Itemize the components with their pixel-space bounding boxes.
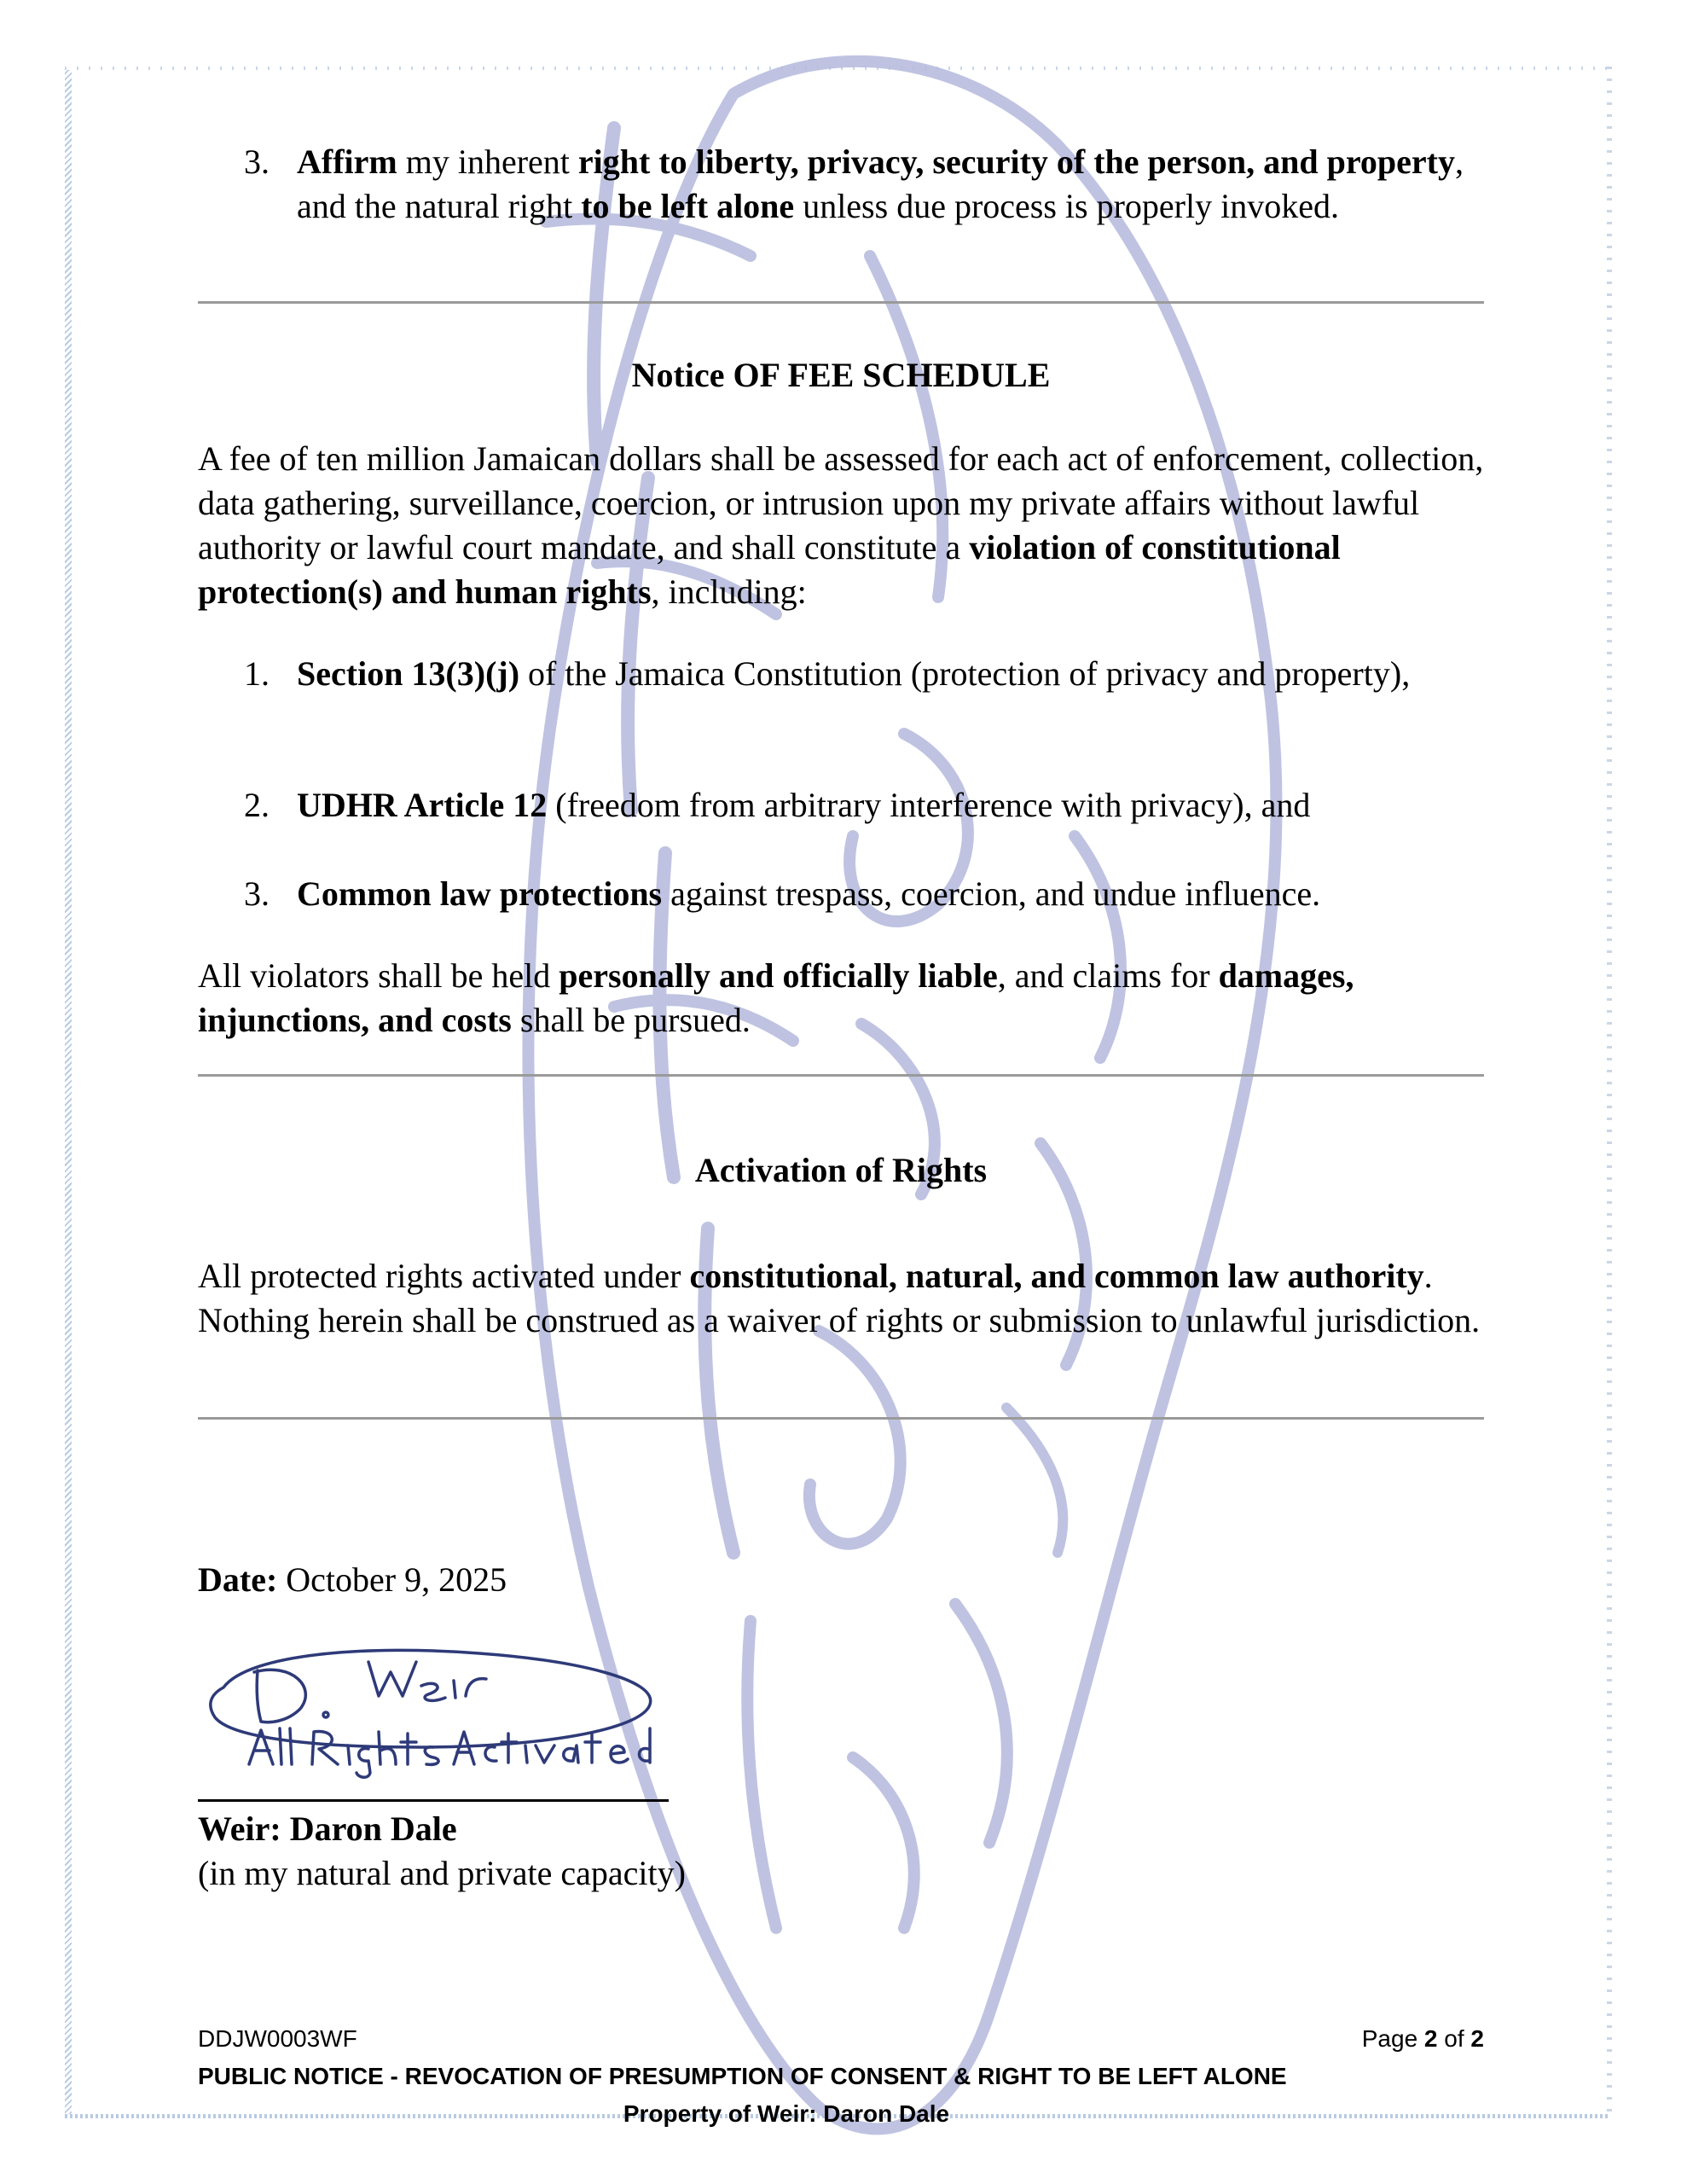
- text-run: unless due process is properly invoked.: [794, 187, 1339, 225]
- page-sep: of: [1437, 2025, 1471, 2052]
- fee-schedule-intro: [198, 437, 1484, 614]
- bold-term: constitutional, natural, and common law authority: [689, 1257, 1424, 1295]
- page-border-top: [65, 67, 1610, 70]
- document-id: DDJW0003WF: [198, 2025, 357, 2052]
- handwritten-signature: [198, 1636, 675, 1781]
- fee-schedule-heading: Notice OF FEE SCHEDULE: [631, 356, 1051, 394]
- list-number: 3.: [244, 142, 270, 181]
- bold-term: right to liberty, privacy, security of the person, and property: [577, 142, 1455, 181]
- page-prefix: Page: [1361, 2025, 1424, 2052]
- list-number: 1.: [244, 654, 270, 693]
- date-label: Date:: [198, 1560, 278, 1599]
- list-number: 3.: [244, 874, 270, 913]
- text-run: of the Jamaica Constitution (protection of privacy and property),: [519, 654, 1411, 693]
- text-run: , and claims for: [997, 956, 1219, 995]
- text-run: , including:: [651, 572, 807, 611]
- text-run: All violators shall be held: [198, 956, 559, 995]
- page-border-right: [1607, 67, 1612, 2117]
- text-run: All protected rights activated under: [198, 1257, 690, 1295]
- footer-property: Property of Weir: Daron Dale: [623, 2100, 950, 2127]
- bold-term: Common law protections: [297, 874, 663, 913]
- section-divider: [198, 1074, 1484, 1077]
- section-divider: [198, 301, 1484, 304]
- bold-term: UDHR Article 12: [297, 786, 548, 824]
- activation-heading: Activation of Rights: [694, 1151, 988, 1189]
- date-line: [198, 1558, 1484, 1602]
- page-total: 2: [1470, 2025, 1484, 2052]
- text-run: , and the natural right: [297, 142, 1464, 225]
- bold-term: Affirm: [297, 142, 397, 181]
- footer-top-row: [198, 2024, 1484, 2054]
- bold-term: to be left alone: [581, 187, 795, 225]
- text-run: my inherent: [397, 142, 578, 181]
- page-number: [1362, 2024, 1484, 2054]
- bold-term: Section 13(3)(j): [297, 654, 520, 693]
- text-run: . Nothing herein shall be construed as a waiver of rights or submission to unlawful jurisdiction.: [198, 1257, 1481, 1339]
- liability-paragraph: [198, 954, 1484, 1043]
- signature-line: [198, 1799, 669, 1802]
- date-value: October 9, 2025: [277, 1560, 507, 1599]
- bold-term: personally and officially liable: [559, 956, 998, 995]
- section-divider: [198, 1417, 1484, 1420]
- page-border-left: [65, 67, 72, 2117]
- list-text: [297, 872, 1484, 916]
- text-run: A fee of ten million Jamaican dollars shall be assessed for each act of enforcement, collection, data gathering, surveillance, coercion, or intrusion upon my private affairs without lawful authority or lawful court mandate, and shall constitute a: [198, 439, 1484, 566]
- text-run: shall be pursued.: [511, 1001, 751, 1039]
- signatory-name: [198, 1807, 1484, 1851]
- list-text: [297, 783, 1484, 828]
- list-text: [297, 140, 1484, 229]
- text-run: against trespass, coercion, and undue influence.: [662, 874, 1321, 913]
- bold-term: damages, injunctions, and costs: [198, 956, 1354, 1039]
- activation-paragraph: [198, 1254, 1484, 1343]
- text-run: (freedom from arbitrary interference with privacy), and: [547, 786, 1311, 824]
- signatory-name-text: Weir: Daron Dale: [198, 1809, 457, 1848]
- list-text: [297, 652, 1484, 696]
- bold-term: violation of constitutional protection(s) and human rights: [198, 528, 1341, 611]
- footer-title: PUBLIC NOTICE - REVOCATION OF PRESUMPTION OF CONSENT & RIGHT TO BE LEFT ALONE: [198, 2063, 1287, 2089]
- list-number: 2.: [244, 786, 270, 824]
- page-current: 2: [1423, 2025, 1438, 2052]
- signatory-capacity: (in my natural and private capacity): [198, 1854, 686, 1892]
